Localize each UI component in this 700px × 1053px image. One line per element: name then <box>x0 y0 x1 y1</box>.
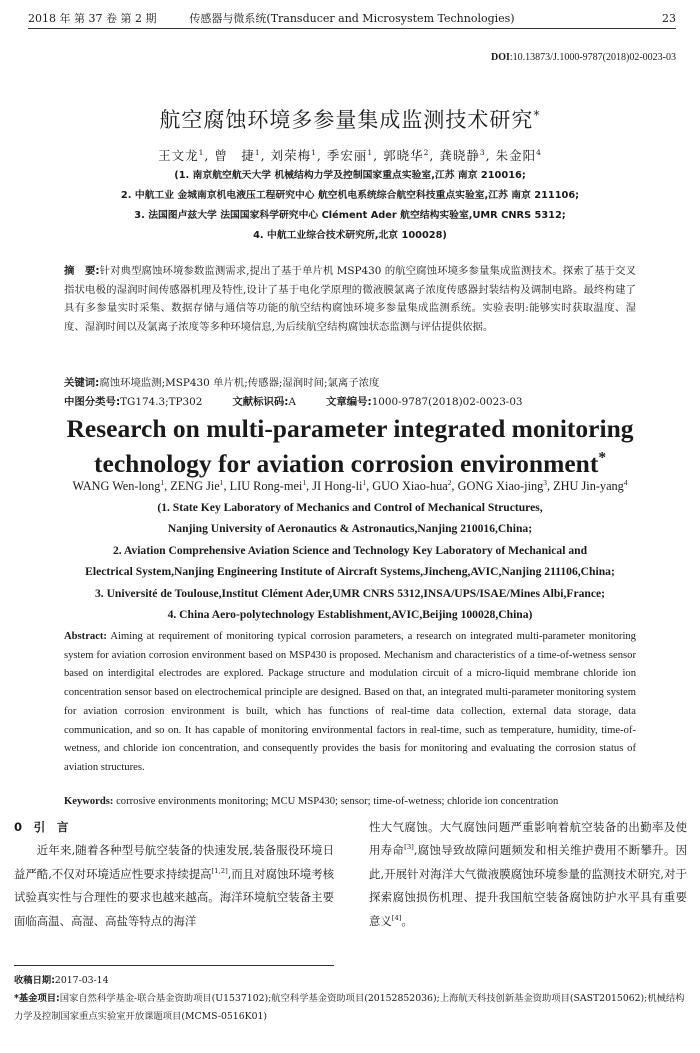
title-footnote-mark: * <box>598 449 606 467</box>
chinese-abstract <box>64 262 636 336</box>
author-affil-mark: 1 <box>198 147 205 157</box>
affiliation-line: Electrical System,Nanjing Engineering Institute of Aircraft Systems,Jincheng,AVIC,Nanjing 211106,China; <box>85 565 615 579</box>
english-title-line: Research on multi-parameter integrated monitoring <box>66 414 634 443</box>
affiliation-line: Nanjing University of Aeronautics & Astronautics,Nanjing 210016,China; <box>167 522 533 536</box>
affiliation-line: 2. Aviation Comprehensive Aviation Science and Technology Key Laboratory of Mechanical and <box>112 543 588 557</box>
title-footnote-mark: * <box>533 107 541 122</box>
author-affil-mark: 4 <box>536 147 542 157</box>
abstract-text: Aiming at requirement of monitoring typical corrosion parameters, a research on integrated multi-parameter monitoring system for aviation corrosion environment based on MSP430 is proposed. Mechanism and characteristics of a time-of-wetness sensor based on interdigital electrodes are explored. Package structure and modulation circuit of a micro-liquid membrane chloride ion concentration sensor based on electrochemical principle are designed. Based on that, an integrated multi-parameter monitoring system for aviation corrosion environment is built, which has functions of real-time data collection, external data storage, data communication, and so on. It has capable of monitoring environmental factors in real-time, such as temperature, humidity, time-of-wetness, and chloride ion concentration, and consequently provides the basis for monitoring and evaluating the corrosion status of aviation structures. <box>64 631 636 773</box>
page-number: 23 <box>662 12 676 25</box>
doccode-value: A <box>288 395 296 408</box>
english-title-line: technology for aviation corrosion environment <box>94 449 599 478</box>
fund-label: *基金项目: <box>14 992 60 1004</box>
article-label: 文章编号: <box>325 395 372 408</box>
fund-text: 国家自然科学基金-联合基金资助项目(U1537102);航空科学基金资助项目(20152852036);上海航天科技创新基金资助项目(SAST2015062);机械结构力学及控制国家重点实验室开放课题项目(MCMS-0516K01) <box>14 992 685 1022</box>
body-paragraph <box>14 839 334 933</box>
citation: [3] <box>404 843 414 852</box>
keywords-text: 腐蚀环境监测;MSP430 单片机;传感器;湿润时间;氯离子浓度 <box>99 377 380 389</box>
abstract-text: 针对典型腐蚀环境参数监测需求,提出了基于单片机 MSP430 的航空腐蚀环境多参量集成监测技术。探索了基于交叉指状电极的湿润时间传感器机理及特性,设计了基于电化学原理的微液膜氯离子浓度传感器封装结构及调制电路。最终构建了具有多参量实时采集、数据存储与通信等功能的航空结构腐蚀环境多参量集成监测系统。实验表明:能够实时获取温度、湿度、湿润时间以及氯离子浓度等多种环境信息,为后续航空结构腐蚀状态监测与评估提供依据。 <box>64 265 636 333</box>
affiliation-line: 4. China Aero-polytechnology Establishment,AVIC,Beijing 100028,China) <box>167 608 533 622</box>
received-date <box>14 972 686 990</box>
doi-value: :10.13873/J.1000-9787(2018)02-0023-03 <box>509 52 676 63</box>
affiliation-line: 3. Université de Toulouse,Institut Clément Ader,UMR CNRS 5312,INSA/UPS/ISAE/Mines Albi,France; <box>94 586 606 600</box>
keywords-label: Keywords: <box>64 796 114 807</box>
english-keywords <box>64 796 660 807</box>
author-name: 刘荣梅 <box>270 148 312 163</box>
author-affil-mark: 1 <box>254 147 261 157</box>
citation: [4] <box>391 913 402 922</box>
citation: [1,2] <box>211 867 228 876</box>
section-heading: 0 引 言 <box>14 820 69 834</box>
footnote-divider <box>14 965 334 966</box>
paragraph-text: 。 <box>401 913 413 928</box>
author-name: 王文龙 <box>158 148 199 163</box>
author-affil-mark: 1 <box>362 477 367 487</box>
english-title <box>0 411 700 481</box>
abstract-label: 摘 要: <box>64 265 100 277</box>
clc-label: 中图分类号: <box>64 395 121 408</box>
received-label: 收稿日期: <box>14 975 55 986</box>
doi-line <box>491 52 676 63</box>
author-name: 郭晓华 <box>383 148 424 163</box>
affiliation-line: 2. 中航工业 金城南京机电液压工程研究中心 航空机电系统综合航空科技重点实验室,江苏 南京 211106; <box>120 190 580 201</box>
affiliation-line: 3. 法国图卢兹大学 法国国家科学研究中心 Clément Ader 航空结构实验室,UMR CNRS 5312; <box>134 210 566 221</box>
classification-row <box>64 393 636 412</box>
english-authors: WANG Wen-long$^1$, ZENG Jie$^1$, LIU Rong-mei$^1$, JI Hong-$li^1$, GUO Xiao-hua$^2$, GONG Xiao-jing$^3$, ZHU Jin-yang$^4$ <box>72 477 628 493</box>
author-affil-mark: 1 <box>311 147 317 157</box>
clc-value: TG174.3;TP302 <box>120 395 203 408</box>
doi-label: DOI <box>490 52 510 63</box>
affiliation-line: (1. State Key Laboratory of Mechanics and Control of Mechanical Structures, <box>157 501 543 514</box>
affiliation-line: 4. 中航工业综合技术研究所,北京 100028) <box>253 230 447 241</box>
author-name: WANG Wen-long <box>72 479 161 493</box>
author-name: JI Hong-li <box>312 479 363 493</box>
keywords-row <box>64 374 636 393</box>
chinese-affiliations <box>0 166 700 246</box>
chinese-title-text: 航空腐蚀环境多参量集成监测技术研究 <box>159 108 534 132</box>
english-affiliations <box>0 497 700 625</box>
journal-name: 传感器与微系统(Transducer and Microsystem Technologies) <box>189 12 515 25</box>
author-affil-mark: 3 <box>479 147 486 157</box>
author-affil-mark: 2 <box>447 477 452 487</box>
doccode-label: 文献标识码: <box>232 395 289 408</box>
paragraph-text: ,而且对腐蚀环境考核试验真实性与合理性的要求也越来越高。海洋环境航空装备主要面临高温、高湿、高盐等特点的海洋 <box>14 866 335 928</box>
running-header <box>28 10 676 29</box>
body-column-left <box>14 816 334 933</box>
author-affil-mark: 1 <box>367 147 374 157</box>
keywords-text: corrosive environments monitoring; MCU MSP430; sensor; time-of-wetness; chloride ion concentration <box>116 796 559 807</box>
chinese-meta <box>64 374 636 411</box>
abstract-label: Abstract: <box>64 631 107 642</box>
body-paragraph <box>369 816 687 933</box>
author-affil-mark: 4 <box>623 477 628 487</box>
footnotes <box>14 972 686 1025</box>
fund-note <box>14 990 686 1026</box>
author-name: 曾 捷 <box>214 148 255 163</box>
body-column-right <box>369 816 687 933</box>
author-affil-mark: 1 <box>302 477 307 487</box>
author-name: GUO Xiao-hua <box>372 479 448 493</box>
author-affil-mark: 1 <box>219 477 224 487</box>
author-name: 季宏丽 <box>326 148 368 163</box>
english-abstract <box>64 628 636 778</box>
chinese-authors: 王文龙$^1$, 曾 捷$^1$, 刘荣梅$^1$, 季宏丽$^1$, 郭晓华$^2$, 龚晓静$^3$, 朱金阳$^4$ <box>158 147 542 163</box>
author-name: 朱金阳 <box>495 148 537 163</box>
keywords-label: 关键词: <box>64 377 100 389</box>
author-affil-mark: 2 <box>423 147 430 157</box>
author-affil-mark: 3 <box>543 477 547 487</box>
author-name: LIU Rong-mei <box>229 479 303 493</box>
paragraph-text: 近年来,随着各种型号航空装备的快速发展,装备服役环境日益严酷,不仅对环境适应性要求持续提高 <box>14 843 334 881</box>
issue-info: 2018 年 第 37 卷 第 2 期 <box>28 12 157 25</box>
paragraph-text: ,腐蚀导致故障问题频发和相关维护费用不断攀升。因此,开展针对海洋大气微液膜腐蚀环境参量的监测技术研究,对于探索腐蚀损伤机理、提升我国航空装备腐蚀防护水平具有重要意义 <box>369 843 687 928</box>
received-value: 2017-03-14 <box>54 975 109 986</box>
author-name: ZENG Jie <box>170 479 220 493</box>
chinese-title <box>0 104 700 134</box>
author-affil-mark: 1 <box>160 477 165 487</box>
author-name: ZHU Jin-yang <box>553 479 624 493</box>
author-name: 龚晓静 <box>439 148 480 163</box>
paragraph-text: 性大气腐蚀。大气腐蚀问题严重影响着航空装备的出勤率及使用寿命 <box>369 820 687 858</box>
author-name: GONG Xiao-jing <box>457 479 544 493</box>
article-value: 1000-9787(2018)02-0023-03 <box>371 395 523 408</box>
affiliation-line: (1. 南京航空航天大学 机械结构力学及控制国家重点实验室,江苏 南京 210016; <box>174 170 526 181</box>
